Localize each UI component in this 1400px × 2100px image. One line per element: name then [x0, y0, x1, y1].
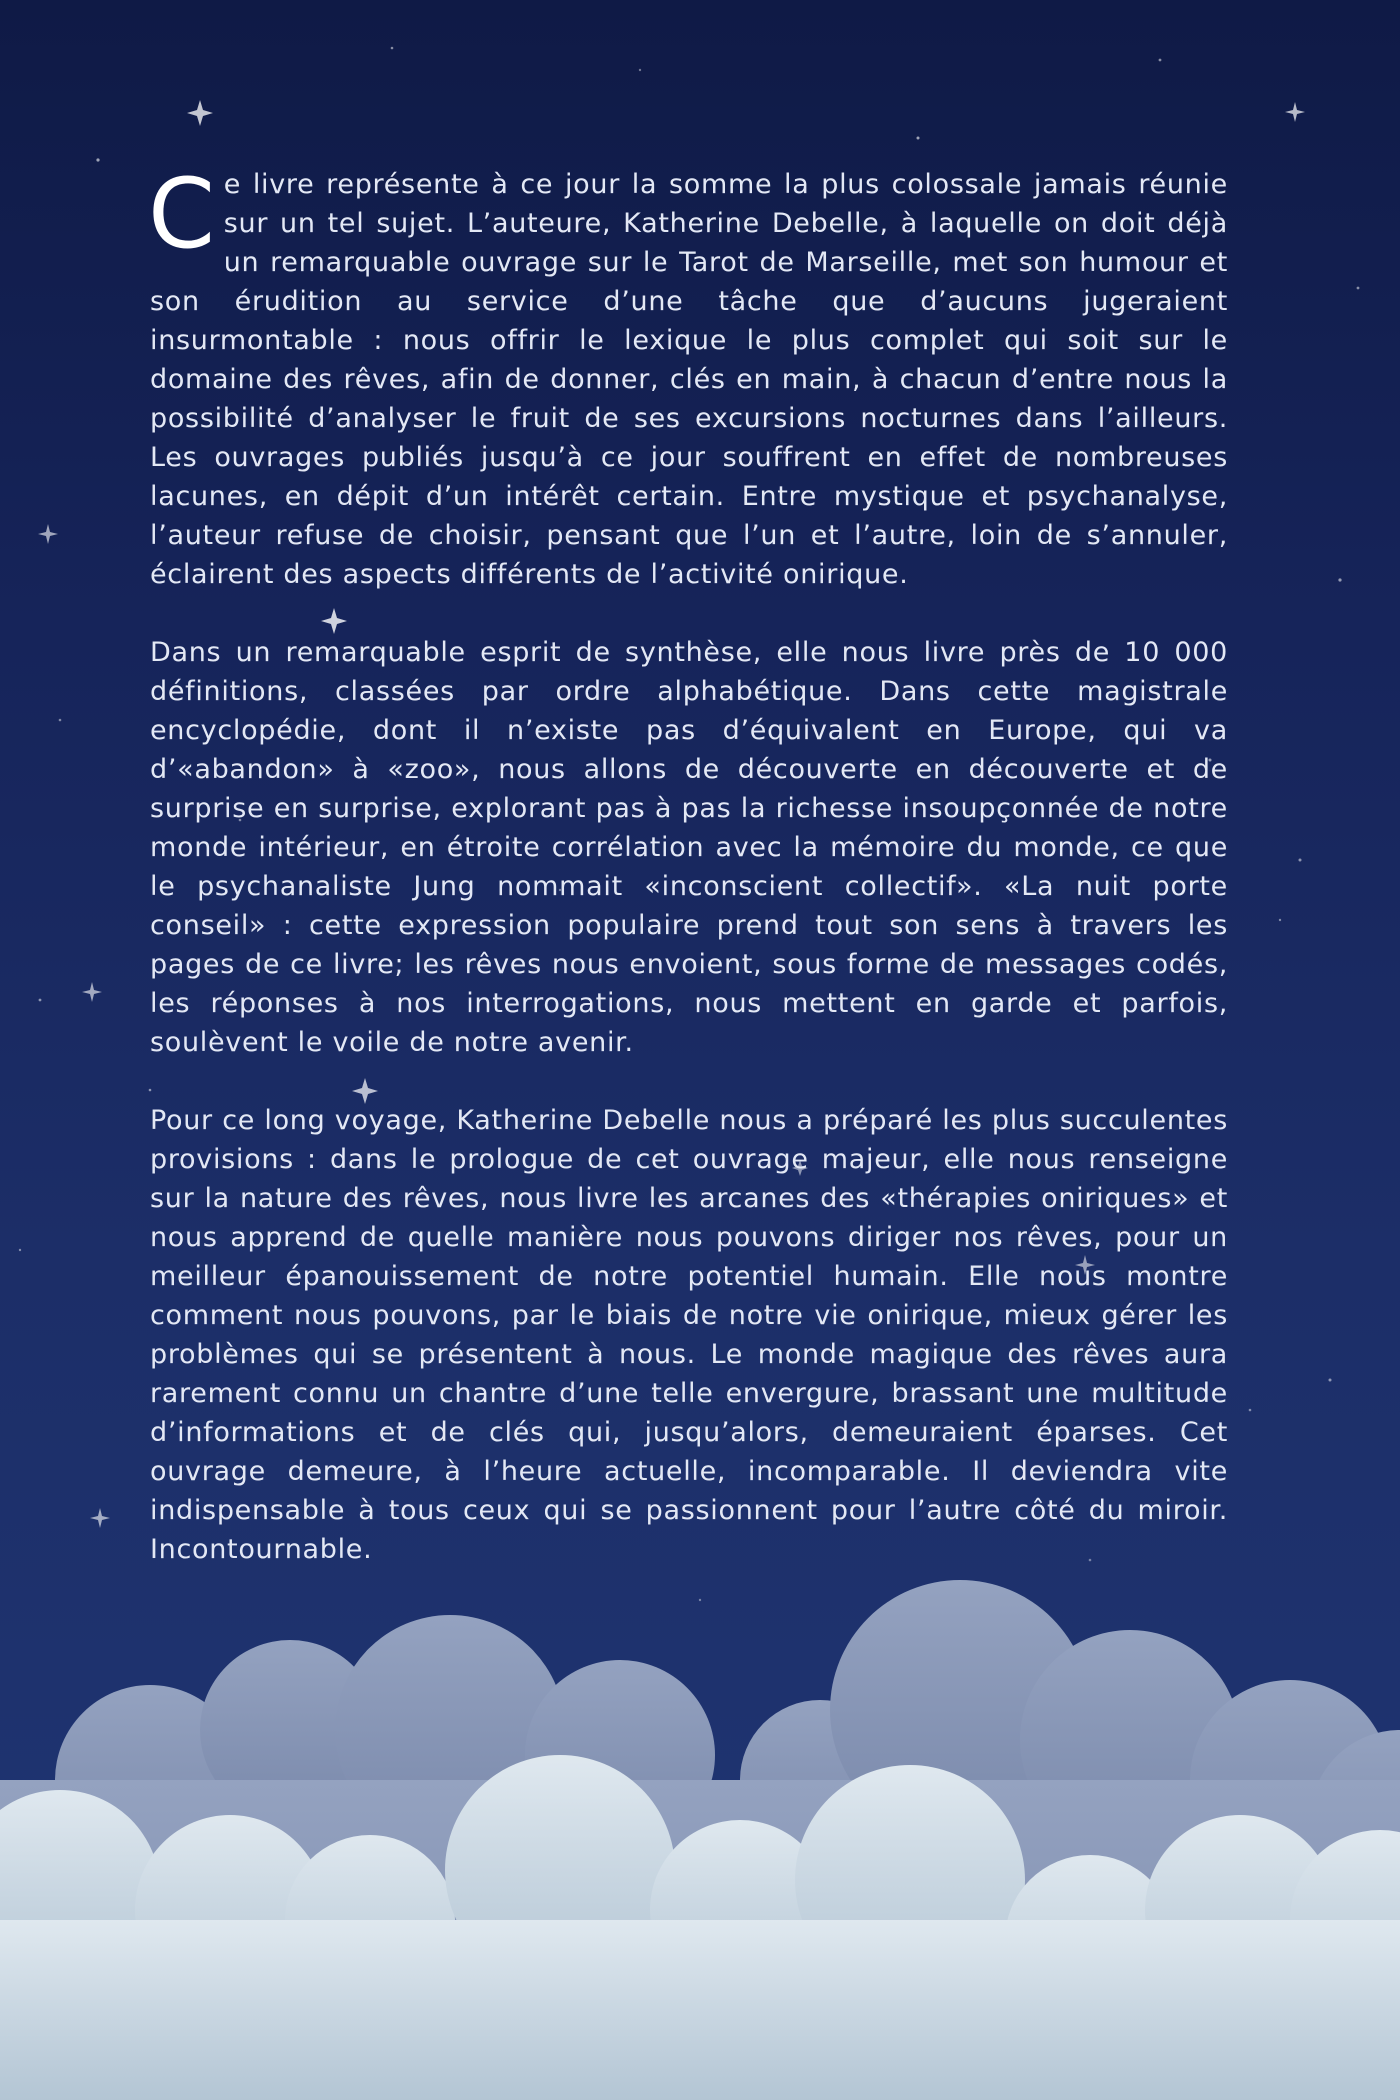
dropcap: C [148, 158, 216, 270]
sparkle-star-icon [1285, 102, 1305, 122]
paragraph-3: Pour ce long voyage, Katherine Debelle nous a préparé les plus succulentes provisions : dans le prologue de cet ouvrage majeur, elle nous renseigne sur la nature des rêves, nous livre les arcanes des «thérapies oniriques» et nous apprend de quelle manière nous pouvons diriger nos rêves, pour un meilleur épanouissement de notre potentiel humain. Elle nous montre comment nous pouvons, par le biais de notre vie onirique, mieux gérer les problèmes qui se présentent à nous. Le monde magique des rêves aura rarement connu un chantre d’une telle envergure, brassant une multitude d’informations et de clés qui, jusqu’alors, demeuraient éparses. Cet ouvrage demeure, à l’heure actuelle, incomparable. Il deviendra vite indispensable à tous ceux qui se passionnent pour l’autre côté du miroir. Incontournable. [150, 1105, 1228, 1565]
sparkle-star-icon [187, 100, 213, 126]
paragraph-1-text: e livre représente à ce jour la somme la plus colossale jamais réunie sur un tel sujet. L’auteure, Katherine Debelle, à laquelle on doit déjà un remarquable ouvrage sur le Tarot de Marseille, met son humour et son érudition au service d’une tâche que d’aucuns jugeraient insurmontable : nous offrir le lexique le plus complet qui soit sur le domaine des rêves, afin de donner, clés en main, à chacun d’entre nous la possibilité d’analyser le fruit de ses excursions nocturnes dans l’ailleurs. Les ouvrages publiés jusqu’à ce jour souffrent en effet de nombreuses lacunes, en dépit d’un intérêt certain. Entre mystique et psychanalyse, l’auteur refuse de choisir, pensant que l’un et l’autre, loin de s’annuler, éclairent des aspects différents de l’activité onirique. [150, 169, 1228, 590]
back-cover-text [148, 158, 1228, 1608]
paragraph-2: Dans un remarquable esprit de synthèse, elle nous livre près de 10 000 définitions, classées par ordre alphabétique. Dans cette magistrale encyclopédie, dont il n’existe pas d’équivalent en Europe, qui va d’«abandon» à «zoo», nous allons de découverte en découverte et de surprise en surprise, explorant pas à pas la richesse insoupçonnée de notre monde intérieur, en étroite corrélation avec la mémoire du monde, ce que le psychanaliste Jung nommait «inconscient collectif». «La nuit porte conseil» : cette expression populaire prend tout son sens à travers les pages de ce livre; les rêves nous envoient, sous forme de messages codés, les réponses à nos interrogations, nous mettent en garde et parfois, soulèvent le voile de notre avenir. [150, 637, 1228, 1058]
sparkle-star-icon [82, 982, 102, 1002]
clouds-illustration [0, 1580, 1400, 2100]
paragraph-1 [148, 158, 1228, 594]
sparkle-star-icon [90, 1508, 110, 1528]
sparkle-star-icon [38, 524, 58, 544]
